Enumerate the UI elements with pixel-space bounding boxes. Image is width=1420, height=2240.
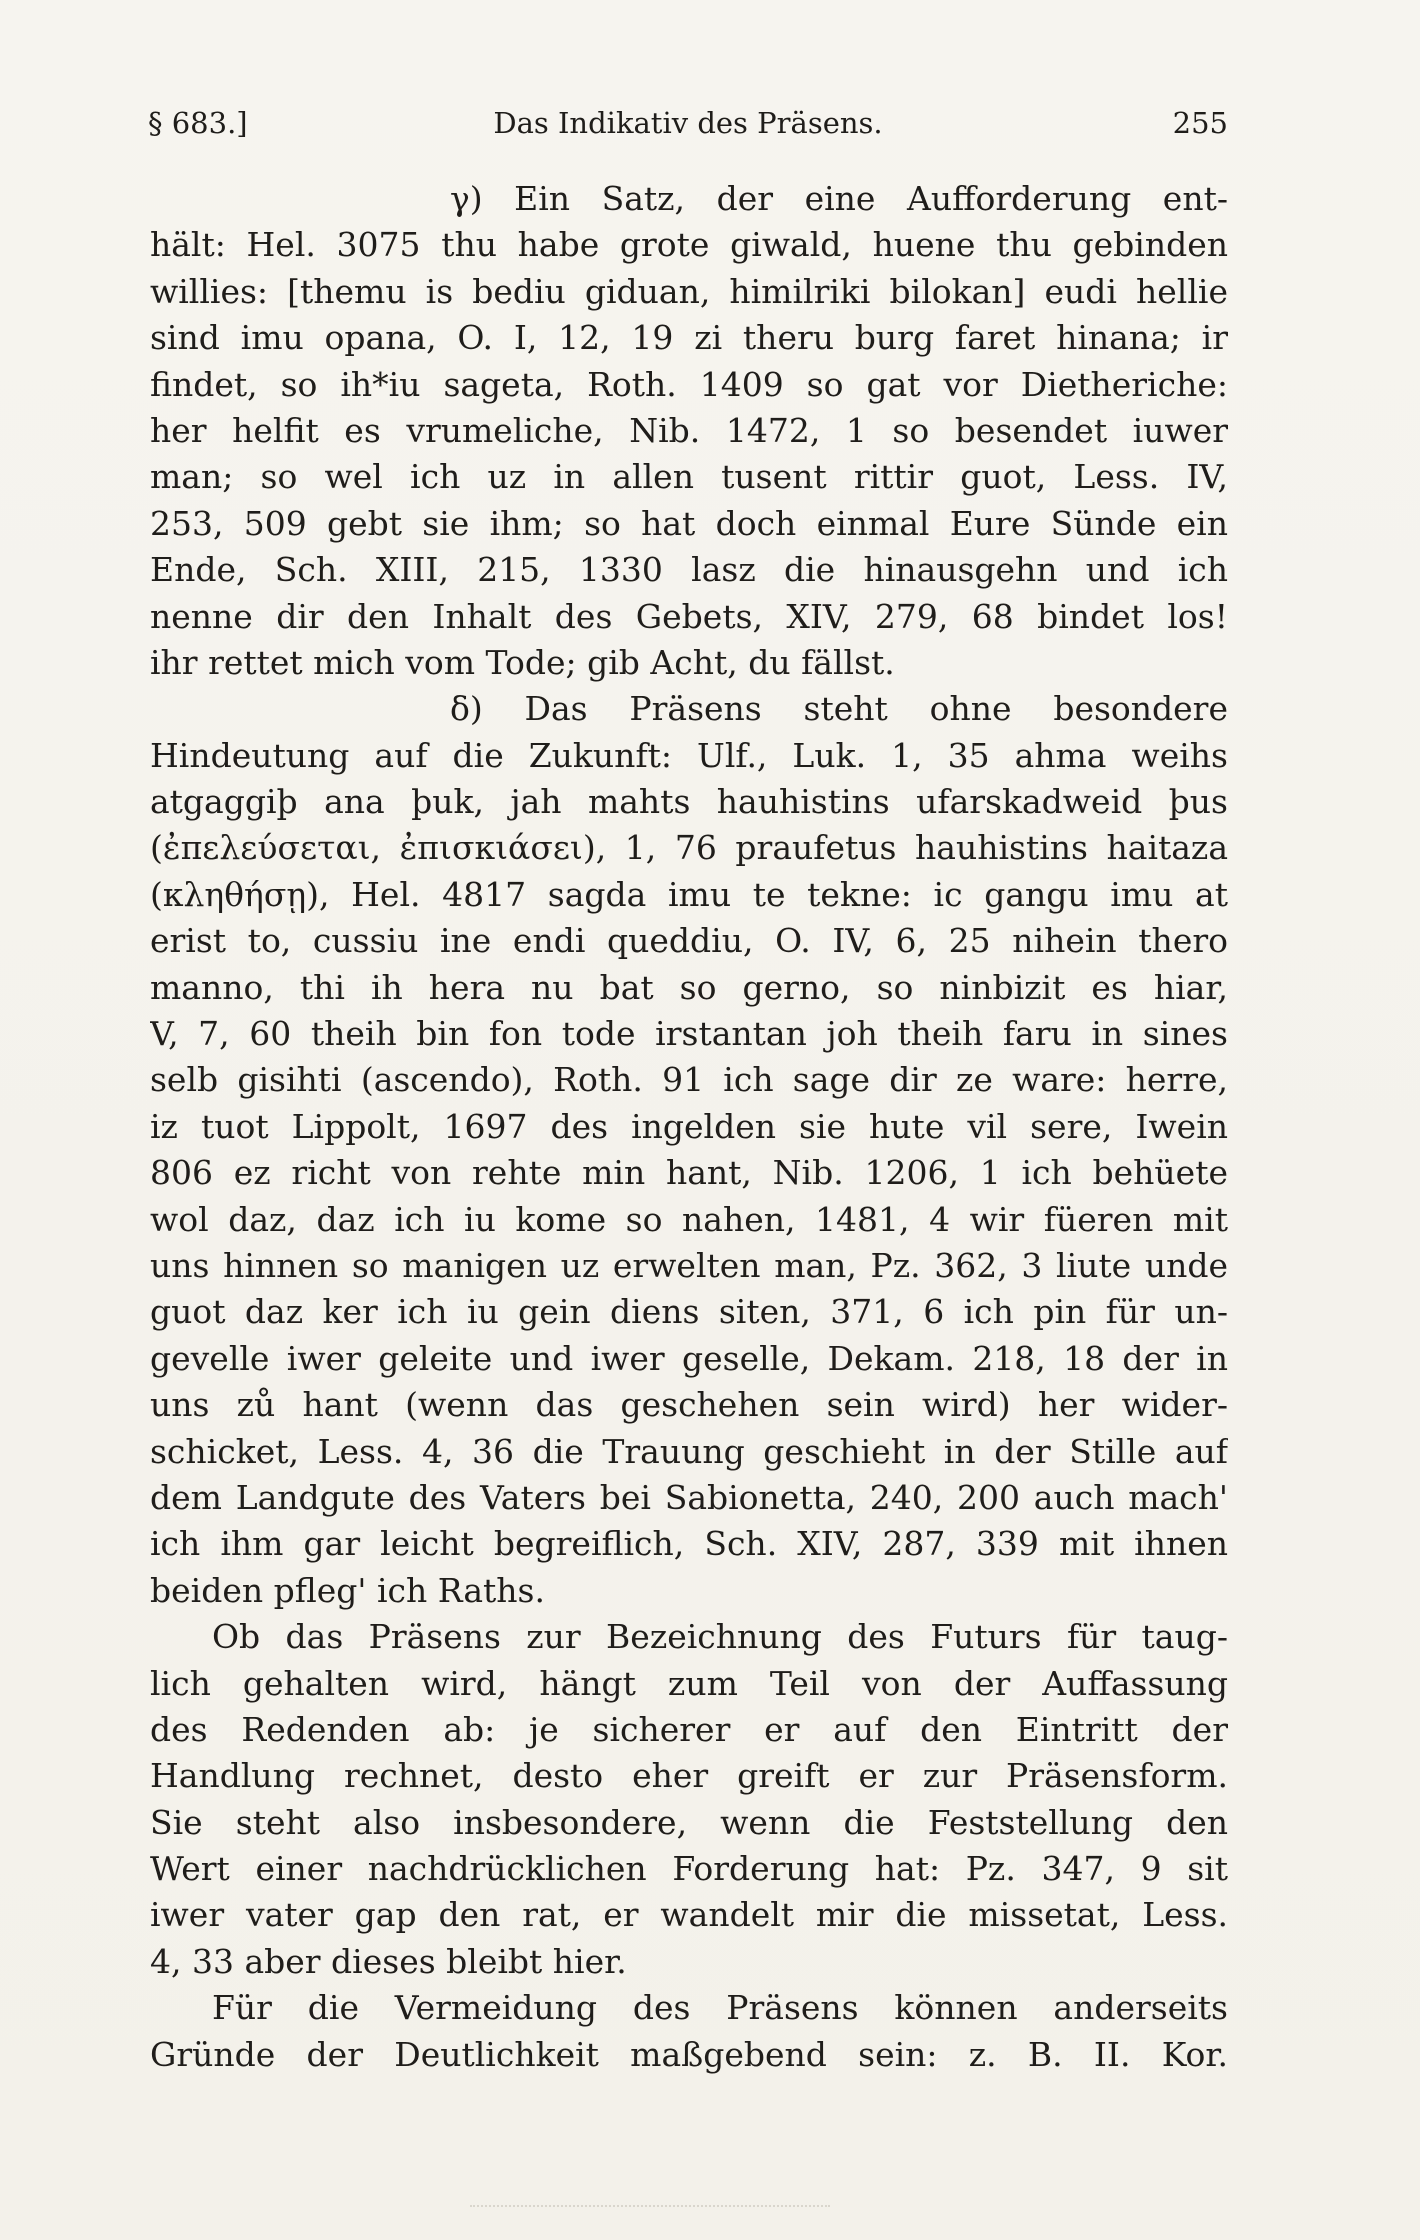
text-line: findet, so ih*iu sageta, Roth. 1409 so gat vor Dietheriche:	[150, 364, 1228, 404]
text-line: guot daz ker ich iu gein diens siten, 371, 6 ich pin für un-	[150, 1292, 1228, 1332]
text-line: γ) Ein Satz, der eine Aufforderung ent-	[450, 179, 1228, 218]
text-line: Sie steht also insbesondere, wenn die Feststellung den	[150, 1802, 1228, 1842]
text-line: ihr rettet mich vom Tode; gib Acht, du fällst.	[150, 642, 895, 682]
text-line: willies: [themu is bediu giduan, himilriki bilokan] eudi hellie	[150, 271, 1228, 311]
text-line: 4, 33 aber dieses bleibt hier.	[150, 1941, 627, 1981]
text-line: nenne dir den Inhalt des Gebets, XIV, 279, 68 bindet los!	[150, 596, 1228, 636]
text-line: ich ihm gar leicht begreiflich, Sch. XIV, 287, 339 mit ihnen	[150, 1524, 1228, 1564]
text-line: (κληθήσῃ), Hel. 4817 sagda imu te tekne: ic gangu imu at	[150, 874, 1228, 914]
section-reference: § 683.]	[148, 106, 248, 140]
show-through-trace	[470, 2205, 830, 2213]
text-line: 806 ez richt von rehte min hant, Nib. 1206, 1 ich behüete	[150, 1153, 1228, 1193]
body-text	[150, 176, 1228, 2078]
text-line: 253, 509 gebt sie ihm; so hat doch einmal Eure Sünde ein	[150, 503, 1228, 543]
text-line: Ob das Präsens zur Bezeichnung des Futurs für taug-	[212, 1617, 1228, 1657]
text-line: (ἐπελεύσεται, ἐπισκιάσει), 1, 76 praufetus hauhistins haitaza	[150, 828, 1228, 868]
text-line: sind imu opana, O. I, 12, 19 zi theru burg faret hinana; ir	[150, 318, 1228, 358]
text-line: Handlung rechnet, desto eher greift er zur Präsensform.	[150, 1756, 1228, 1796]
text-line: selb gisihti (ascendo), Roth. 91 ich sage dir ze ware: herre,	[150, 1060, 1228, 1100]
text-line: hält: Hel. 3075 thu habe grote giwald, huene thu gebinden	[150, 225, 1228, 265]
text-line: Hindeutung auf die Zukunft: Ulf., Luk. 1, 35 ahma weihs	[150, 735, 1228, 775]
text-line: iz tuot Lippolt, 1697 des ingelden sie hute vil sere, Iwein	[150, 1106, 1228, 1146]
text-line: manno, thi ih hera nu bat so gerno, so ninbizit es hiar,	[150, 967, 1228, 1007]
page-number: 255	[1172, 106, 1228, 140]
text-line: δ) Das Präsens steht ohne besondere	[450, 689, 1228, 729]
text-line: Ende, Sch. XIII, 215, 1330 lasz die hinausgehn und ich	[150, 550, 1228, 590]
running-title: Das Indikativ des Präsens.	[493, 106, 883, 140]
text-line: uns hinnen so manigen uz erwelten man, Pz. 362, 3 liute unde	[150, 1245, 1228, 1285]
text-line: Für die Vermeidung des Präsens können anderseits	[212, 1988, 1228, 2028]
text-line: gevelle iwer geleite und iwer geselle, Dekam. 218, 18 der in	[150, 1338, 1228, 1378]
text-line: beiden pfleg' ich Raths.	[150, 1570, 545, 1610]
text-line: lich gehalten wird, hängt zum Teil von der Auffassung	[150, 1663, 1228, 1703]
text-line: Gründe der Deutlichkeit maßgebend sein: z. B. II. Kor.	[150, 2034, 1228, 2074]
text-line: V, 7, 60 theih bin fon tode irstantan joh theih faru in sines	[150, 1014, 1228, 1054]
text-line: schicket, Less. 4, 36 die Trauung geschieht in der Stille auf	[150, 1431, 1228, 1471]
text-line: erist to, cussiu ine endi queddiu, O. IV, 6, 25 nihein thero	[150, 921, 1228, 961]
text-line: atgaggiþ ana þuk, jah mahts hauhistins ufarskadweid þus	[150, 782, 1228, 822]
text-line: uns zů hant (wenn das geschehen sein wird) her wider-	[150, 1385, 1228, 1425]
text-line: des Redenden ab: je sicherer er auf den Eintritt der	[150, 1709, 1228, 1749]
text-line: man; so wel ich uz in allen tusent rittir guot, Less. IV,	[150, 457, 1228, 497]
page-header	[148, 103, 1228, 143]
text-line: Wert einer nachdrücklichen Forderung hat: Pz. 347, 9 sit	[150, 1849, 1228, 1889]
text-line: iwer vater gap den rat, er wandelt mir die missetat, Less.	[150, 1895, 1228, 1935]
text-line: dem Landgute des Vaters bei Sabionetta, 240, 200 auch mach'	[150, 1477, 1228, 1517]
text-line: wol daz, daz ich iu kome so nahen, 1481, 4 wir füeren mit	[150, 1199, 1228, 1239]
text-line: her helfit es vrumeliche, Nib. 1472, 1 so besendet iuwer	[150, 410, 1228, 450]
